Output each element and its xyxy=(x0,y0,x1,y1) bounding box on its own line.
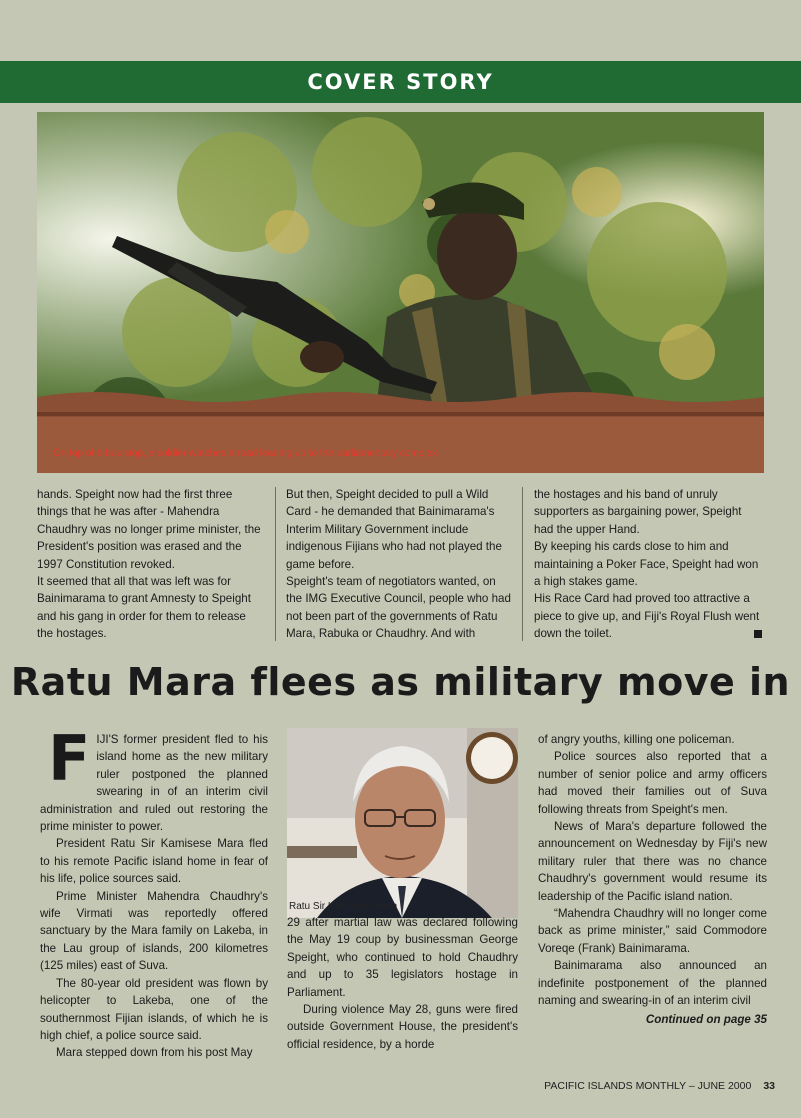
paragraph xyxy=(534,590,762,642)
photo-caption: On top of a bus stop, a soldier watches a road leading up to the parliamentary complex xyxy=(53,448,438,459)
paragraph: Prime Minister Mahendra Chaudhry's wife Virmati was reportedly offered sanctuary by the Mara family on Lakeba, in the Lau group of islands, 200 kilometres (125 miles) east of Suva. xyxy=(40,889,268,973)
top-article-column-1 xyxy=(37,486,265,643)
continued-link[interactable]: Continued on page 35 xyxy=(645,1012,767,1026)
paragraph: 29 after martial law was declared following the May 19 coup by businessman George Speight, who continued to hold Chaudhry and up to 35 legislators hostage in Parliament. xyxy=(287,916,518,999)
paragraph: “Mahendra Chaudhry will no longer come back as prime minister,” said Commodore Voreqe (Frank) Bainimarama. xyxy=(538,907,767,955)
paragraph: The 80-year old president was flown by helicopter to Lakeba, one of the southernmost Fijian islands, of which he is high chief, a police source said. xyxy=(40,976,268,1042)
paragraph-text: His Race Card had proved too attractive a piece to give up, and Fiji's Royal Flush went down the toilet. xyxy=(534,592,760,641)
page-number: 33 xyxy=(763,1080,775,1092)
portrait-caption: Ratu Sir Kamisese Mara xyxy=(289,901,398,912)
main-article-column-3 xyxy=(538,731,767,1028)
paragraph: But then, Speight decided to pull a Wild Card - he demanded that Bainimarama's Interim Military Government include indigenous Fijians who had not played the game before. xyxy=(286,488,502,571)
column-rule xyxy=(522,487,523,641)
mara-portrait-illustration xyxy=(287,728,518,918)
paragraph: of angry youths, killing one policeman. xyxy=(538,733,735,746)
main-article-column-2 xyxy=(287,914,518,1053)
paragraph: Police sources also reported that a number of senior police and army officers had moved their families out of Suva following threats from Speight's men. xyxy=(538,750,767,816)
end-of-story-mark xyxy=(754,630,762,638)
paragraph: By keeping his cards close to him and maintaining a Poker Face, Speight had won a high stakes game. xyxy=(534,540,759,589)
top-article-column-3 xyxy=(534,486,762,643)
soldier-photo-illustration xyxy=(37,112,764,473)
paragraph: Bainimarama also announced an indefinite postponement of the planned naming and swearing-in of an interim civil xyxy=(538,959,767,1008)
page-footer xyxy=(0,1080,775,1092)
portrait-photo xyxy=(287,728,518,918)
column-rule xyxy=(275,487,276,641)
main-article-column-1 xyxy=(40,722,268,1062)
article-headline: Ratu Mara flees as military move in xyxy=(10,660,791,704)
top-article-column-2 xyxy=(286,486,514,643)
drop-cap: F xyxy=(48,722,91,795)
publication-name: PACIFIC ISLANDS MONTHLY – JUNE 2000 xyxy=(544,1080,752,1092)
paragraph: It seemed that all that was left was for Bainimarama to grant Amnesty to Speight and his gang in order for them to release the hostages. xyxy=(37,575,251,641)
section-banner xyxy=(0,61,801,103)
paragraph: Speight's team of negotiators wanted, on the IMG Executive Council, people who had not been part of the governments of Ratu Mara, Rabuka or Chaudhry. And with xyxy=(286,575,511,641)
paragraph: hands. Speight now had the first three things that he was after - Mahendra Chaudhry was no longer prime minister, the President's position was erased and the 1997 Constitution revoked. xyxy=(37,488,261,571)
paragraph: News of Mara's departure followed the announcement on Wednesday by Fiji's new military ruler that there was no chance Chaudhry's government would resume its leadership of the Pacific island nation. xyxy=(538,820,767,903)
cover-photo xyxy=(37,112,764,473)
paragraph: the hostages and his band of unruly supporters as bargaining power, Speight had the upper Hand. xyxy=(534,488,742,536)
paragraph: President Ratu Sir Kamisese Mara fled to his remote Pacific island home in fear of his life, police sources said. xyxy=(40,837,268,886)
paragraph xyxy=(40,722,268,835)
paragraph: Mara stepped down from his post May xyxy=(56,1046,253,1060)
section-title: COVER STORY xyxy=(307,70,494,94)
paragraph: During violence May 28, guns were fired outside Government House, the president's official residence, by a horde xyxy=(287,1003,518,1051)
paragraph-text: IJI'S former president fled to his island home as the new military ruler postponed the planned swearing in of an interim civil administration and ruled out restoring the prime minister to power. xyxy=(40,733,268,834)
